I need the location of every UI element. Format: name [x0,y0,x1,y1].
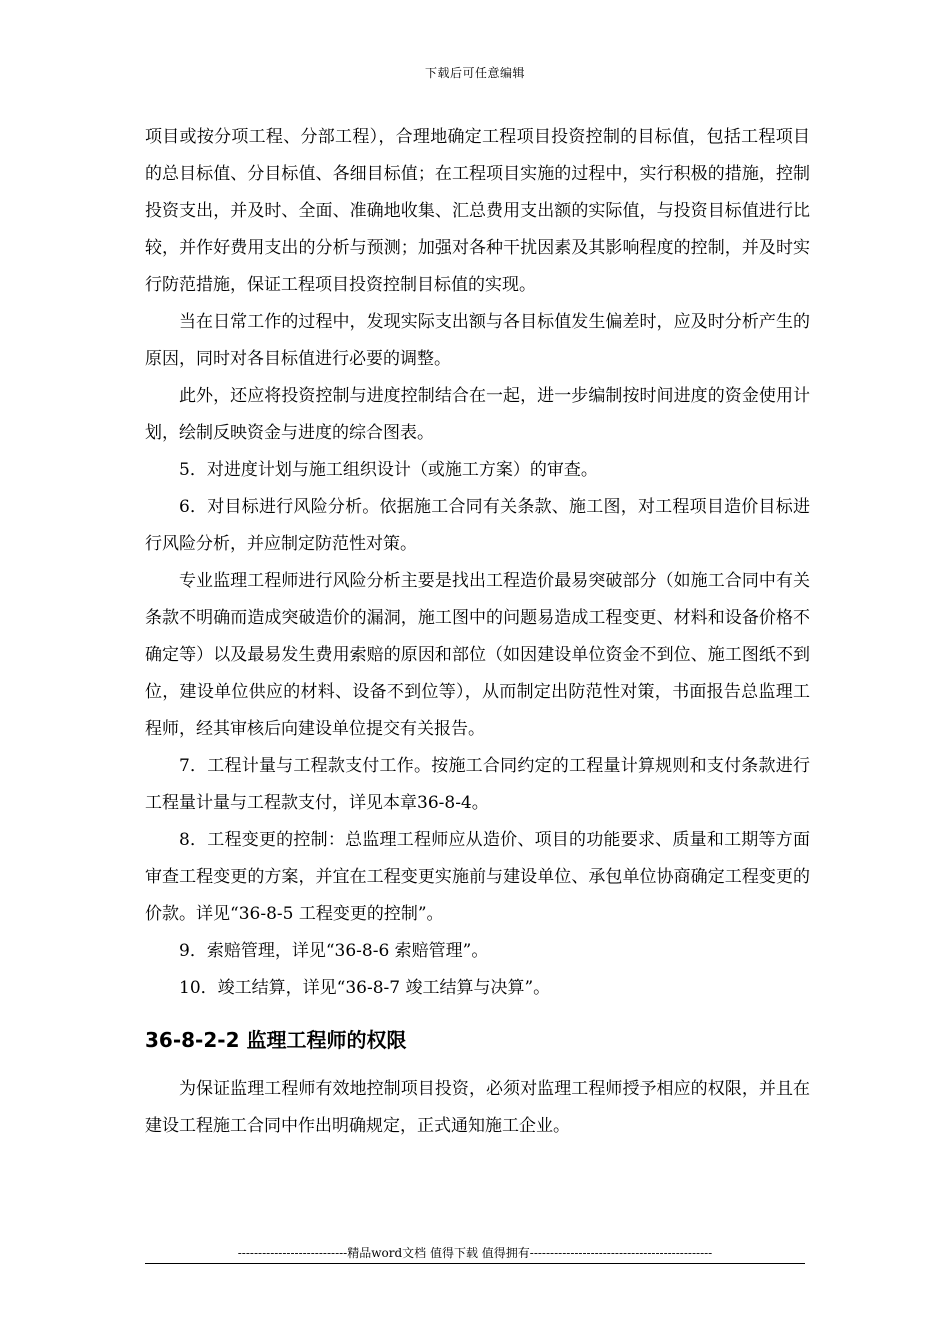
body-paragraph: 专业监理工程师进行风险分析主要是找出工程造价最易突破部分（如施工合同中有关条款不明确而造成突破造价的漏洞，施工图中的问题易造成工程变更、材料和设备价格不确定等）以及最易发生费用索赔的原因和部位（如因建设单位资金不到位、施工图纸不到位，建设单位供应的材料、设备不到位等），从而制定出防范性对策，书面报告总监理工程师，经其审核后向建设单位提交有关报告。 [145,571,810,739]
body-paragraph: 8．工程变更的控制：总监理工程师应从造价、项目的功能要求、质量和工期等方面审查工程变更的方案，并宜在工程变更实施前与建设单位、承包单位协商确定工程变更的价款。详见“36-8-5 工程变更的控制”。 [145,830,810,924]
body-paragraph: 5．对进度计划与施工组织设计（或施工方案）的审查。 [179,460,598,480]
body-paragraph: 10．竣工结算，详见“36-8-7 竣工结算与决算”。 [179,978,551,998]
section-heading: 36-8-2-2 监理工程师的权限 [145,1028,407,1052]
document-body [145,119,810,1145]
paragraphs-before-heading [145,119,810,1007]
page-header: 下载后可任意编辑 [424,66,525,80]
body-paragraph: 项目或按分项工程、分部工程），合理地确定工程项目投资控制的目标值，包括工程项目的总目标值、分目标值、各细目标值；在工程项目实施的过程中，实行积极的措施，控制投资支出，并及时、全面、准确地收集、汇总费用支出额的实际值，与投资目标值进行比较，并作好费用支出的分析与预测；加强对各种干扰因素及其影响程度的控制，并及时实行防范措施，保证工程项目投资控制目标值的实现。 [145,127,810,295]
body-paragraph: 为保证监理工程师有效地控制项目投资，必须对监理工程师授予相应的权限，并且在建设工程施工合同中作出明确规定，正式通知施工企业。 [145,1079,810,1136]
body-paragraph: 6．对目标进行风险分析。依据施工合同有关条款、施工图，对工程项目造价目标进行风险分析，并应制定防范性对策。 [145,497,810,554]
body-paragraph: 当在日常工作的过程中，发现实际支出额与各目标值发生偏差时，应及时分析产生的原因，同时对各目标值进行必要的调整。 [145,312,810,369]
body-paragraph: 此外，还应将投资控制与进度控制结合在一起，进一步编制按时间进度的资金使用计划，绘制反映资金与进度的综合图表。 [145,386,810,443]
footer-rule [145,1263,805,1264]
body-paragraph: 9．索赔管理，详见“36-8-6 索赔管理”。 [179,941,489,961]
page-footer: ---------------------------精品word文档 值得下载 值得拥有--------------------------------------------- [237,1246,713,1260]
body-paragraph: 7．工程计量与工程款支付工作。按施工合同约定的工程量计算规则和支付条款进行工程量计量与工程款支付，详见本章36-8-4。 [145,756,810,813]
paragraphs-after-heading [145,1071,810,1145]
